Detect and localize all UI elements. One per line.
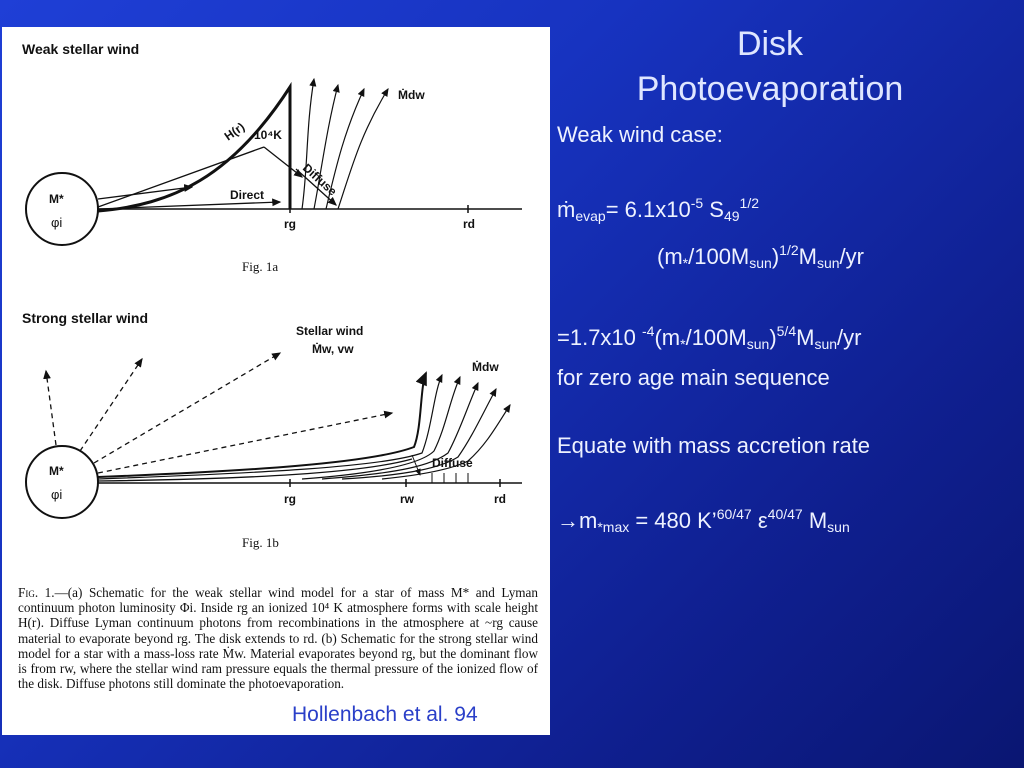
mw-vw-label: Ṁw, vw [312, 342, 354, 356]
diffuse-label-a: Diffuse [299, 160, 340, 199]
phi-label-a: φi [51, 215, 63, 230]
slide-body [557, 118, 1017, 544]
diffuse-label-b: Diffuse [432, 456, 473, 470]
rg-label-b: rg [284, 492, 296, 506]
arrow-icon: → [557, 508, 579, 533]
star-circle-a [26, 173, 98, 245]
stellar-wind-label: Stellar wind [296, 324, 364, 338]
mstar-label-a: M* [49, 192, 64, 206]
evap-equation-line3: =1.7x10 $^{-4}(m_*/100M_{sun})^{5/4}M_{sun}/yr$ [557, 323, 862, 352]
h-r-label: H(r) [221, 119, 248, 144]
caption-text: —(a) Schematic for the weak stellar wind model for a star of mass M* and Lyman continuum photon luminosity Φi. Inside rg an ionized 10⁴ K atmosphere forms with scale height H(r). Diffuse Lyman continuum photons from recombinations in the atmosphere at ~rg cause material to evaporate beyond rg. The disk extends to rd. (b) Schematic for the strong stellar wind model for a star with a mass-loss rate Ṁw. Material evaporates beyond rg, but the dominant flow is from rw, where the stellar wind ram pressure equals the thermal pressure of the ionized flow of the disk. Diffuse photons still dominate the photoevaporation. [18, 585, 538, 692]
zams-line: for zero age main sequence [557, 365, 830, 390]
fig-1a-label: Fig. 1a [242, 259, 279, 274]
equate-line: Equate with mass accretion rate [557, 433, 871, 458]
figure-caption [18, 585, 538, 691]
rd-label-b: rd [494, 492, 506, 506]
rd-label-a: rd [463, 217, 475, 231]
star-circle-b [26, 446, 98, 518]
strong-wind-title: Strong stellar wind [22, 310, 149, 326]
rw-label: rw [400, 492, 415, 506]
figure-panel [2, 27, 550, 735]
mdw-label-a: Ṁdw [398, 88, 425, 102]
rg-label-a: rg [284, 217, 296, 231]
schematic-diagram [2, 27, 550, 587]
evap-equation-line2: $(m_*/100M_{sun})^{1/2}M_{sun}/yr$ [657, 242, 864, 271]
mmax-equation: $\to m_{*max} = 480$ K’$^{60/47}$ $\varepsilon^{40/47}$ $M_{sun}$ [557, 506, 850, 535]
direct-label: Direct [230, 188, 265, 202]
weak-wind-case: Weak wind case: [557, 122, 723, 147]
citation-credit: Hollenbach et al. 94 [292, 703, 478, 726]
caption-label: Fig. 1. [18, 585, 55, 600]
mstar-label-b: M* [49, 464, 64, 478]
weak-wind-title: Weak stellar wind [22, 41, 140, 57]
title-line-1: Disk [736, 25, 804, 63]
temp-label: 10⁴K [254, 128, 282, 142]
title-line-2: Photoevaporation [636, 70, 904, 108]
mdw-label-b: Ṁdw [472, 360, 499, 374]
phi-label-b: φi [51, 487, 63, 502]
slide-title [560, 22, 980, 112]
evap-equation-line1: ṁ$_{evap}$= $6.1x10^{-5}$ $S_{49}^{1/2}$ [557, 195, 759, 224]
fig-1b-label: Fig. 1b [242, 535, 279, 550]
